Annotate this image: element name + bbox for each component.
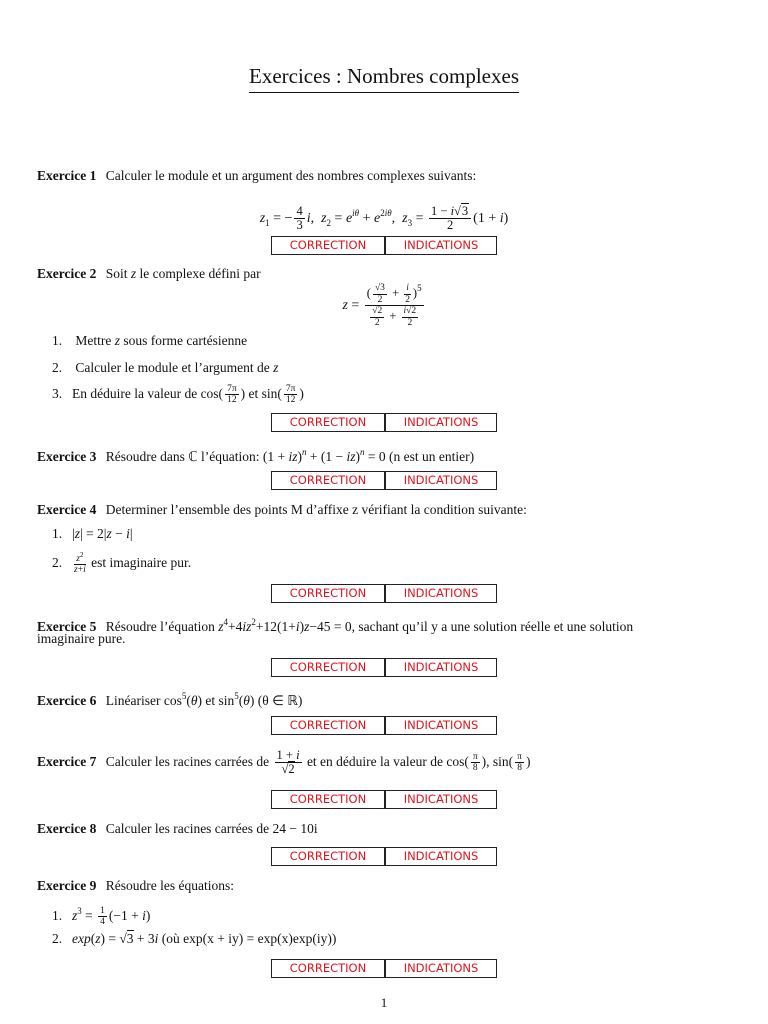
indications-button[interactable]: INDICATIONS [385,584,497,603]
exercise-2-formula: z = ( $\frac{√3}{2}$ + $\frac{i}{2}$ )$^5$ $\frac{√2}{2}$ + $\frac{i√2}{2}$ [342,283,422,328]
exercise-3-actions [271,471,497,490]
exercise-4: Exercice 4 Determiner l’ensemble des points M d’affixe z vérifiant la condition suivante: [37,502,527,517]
exercise-9-actions [271,959,497,978]
indications-button[interactable]: INDICATIONS [385,236,497,255]
exercise-label: Exercice 5 [37,619,97,634]
exercise-3: Exercice 3 Résoudre dans ℂ l’équation: (1 + iz)$^n$ + (1 − iz)$^n$ = 0 (n est un entier) [37,447,475,464]
exercise-label: Exercice 7 [37,754,97,769]
exercise-8-actions [271,847,497,866]
indications-button[interactable]: INDICATIONS [385,716,497,735]
indications-button[interactable]: INDICATIONS [385,959,497,978]
exercise-2-item-3: 3. En déduire la valeur de cos( $\frac{7\pi}{12}$ ) et sin( $\frac{7\pi}{12}$ ) [52,383,304,406]
correction-button[interactable]: CORRECTION [271,471,385,490]
exercise-text: Calculer le module et un argument des nombres complexes suivants: [105,168,477,183]
exercise-5-continued: imaginaire pure. [37,631,126,646]
indications-button[interactable]: INDICATIONS [385,847,497,866]
exercise-label: Exercice 1 [37,168,97,183]
exercise-label: Exercice 6 [37,693,97,708]
exercise-label: Exercice 3 [37,449,97,464]
exercise-5-actions [271,658,497,677]
exercise-4-item-2: 2. $\frac{z^2}{z+i}$ est imaginaire pur. [52,550,192,576]
exercise-2: Exercice 2 Soit z le complexe défini par [37,266,261,281]
exercise-label: Exercice 2 [37,266,97,281]
exercise-6: Exercice 6 Linéariser $\cos^5(\theta)$ et $\sin^5(\theta)$ (θ ∈ ℝ) [37,691,303,708]
exercise-7: Exercice 7 Calculer les racines carrées de $\frac{1 + i}{√2}$ et en déduire la valeur de cos( $\frac{\pi}{8}$ ), sin( $\frac{\pi}{8}$ ) [37,747,531,777]
exercise-1-actions [271,236,497,255]
correction-button[interactable]: CORRECTION [271,790,385,809]
exercise-9-item-2: 2. exp(z) = √3 + 3i (où exp(x + iy) = exp(x)exp(iy)) [52,931,337,946]
page-title: Exercices : Nombres complexes [0,64,768,93]
exercise-4-actions [271,584,497,603]
indications-button[interactable]: INDICATIONS [385,413,497,432]
exercise-5: Exercice 5 Résoudre l’équation $z^4+4iz^2+12(1+i)z-45 = 0$, sachant qu’il y a une solution réelle et une solution [37,617,634,634]
exercise-label: Exercice 8 [37,821,97,836]
exercise-2-item-1: 1. Mettre z sous forme cartésienne [52,333,248,348]
exercise-4-item-1: 1. |z| = 2|z − i| [52,526,133,541]
exercise-6-actions [271,716,497,735]
correction-button[interactable]: CORRECTION [271,658,385,677]
exercise-2-actions [271,413,497,432]
exercise-1 [37,168,738,184]
page-number: 1 [380,995,388,1010]
exercise-9-item-1: 1. $z^3$ = $\frac{1}{4}$ (−1 + i) [52,905,151,928]
correction-button[interactable]: CORRECTION [271,847,385,866]
exercise-label: Exercice 9 [37,878,97,893]
exercise-label: Exercice 4 [37,502,97,517]
indications-button[interactable]: INDICATIONS [385,658,497,677]
correction-button[interactable]: CORRECTION [271,959,385,978]
exercise-1-formula: $z_1$ = − $\frac{4}{3}$ i, $z_2 = e^{i\theta} + e^{2i\theta}$, $z_3$ = $\frac{1 - i√3}{2}$ (1 + i) [259,203,509,233]
correction-button[interactable]: CORRECTION [271,413,385,432]
correction-button[interactable]: CORRECTION [271,716,385,735]
correction-button[interactable]: CORRECTION [271,236,385,255]
exercise-9: Exercice 9 Résoudre les équations: [37,878,234,893]
exercise-8: Exercice 8 Calculer les racines carrées de 24 − 10i [37,821,318,836]
exercise-2-item-2: 2. Calculer le module et l’argument de z [52,360,279,375]
indications-button[interactable]: INDICATIONS [385,790,497,809]
correction-button[interactable]: CORRECTION [271,584,385,603]
exercise-7-actions [271,790,497,809]
indications-button[interactable]: INDICATIONS [385,471,497,490]
